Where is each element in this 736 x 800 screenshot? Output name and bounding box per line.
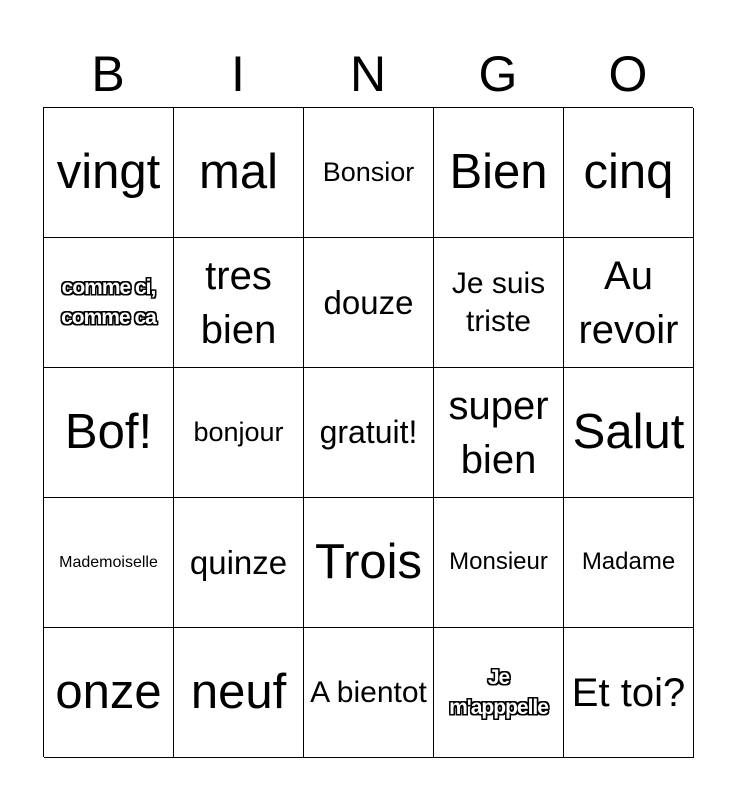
bingo-cell-r2c2[interactable] <box>174 238 304 368</box>
cell-text: vingt <box>56 144 161 199</box>
bingo-cell-r1c5[interactable] <box>564 108 694 238</box>
bingo-cell-r4c2[interactable] <box>174 498 304 628</box>
cell-text: Bonsior <box>322 157 415 188</box>
bingo-cell-r1c4[interactable] <box>434 108 564 238</box>
cell-text: douze <box>323 283 414 321</box>
cell-text: quinze <box>189 543 288 581</box>
bingo-cell-r4c4[interactable] <box>434 498 564 628</box>
bingo-cell-r4c1[interactable] <box>44 498 174 628</box>
cell-text: cinq <box>583 144 674 199</box>
bingo-cell-r3c2[interactable] <box>174 368 304 498</box>
cell-text: bonjour <box>193 417 284 448</box>
bingo-cell-r2c3[interactable] <box>304 238 434 368</box>
bingo-cell-r2c5[interactable] <box>564 238 694 368</box>
cell-text: Salut <box>572 404 685 459</box>
cell-text: Et toi? <box>571 670 686 715</box>
bingo-cell-r3c4[interactable] <box>434 368 564 498</box>
cell-text: Trois <box>314 534 423 589</box>
cell-text: Madame <box>581 548 676 576</box>
bingo-cell-r5c3[interactable] <box>304 628 434 758</box>
cell-text: neuf <box>190 664 287 719</box>
header-letter-n: N <box>349 46 387 102</box>
cell-text: A bientot <box>310 675 427 709</box>
bingo-board <box>43 107 693 757</box>
cell-text: Bien <box>449 144 548 199</box>
cell-text: mal <box>199 144 278 199</box>
bingo-header <box>43 40 693 108</box>
bingo-cell-r5c1[interactable] <box>44 628 174 758</box>
header-letter-g: G <box>478 46 518 102</box>
bingo-cell-r4c5[interactable] <box>564 498 694 628</box>
bingo-cell-r3c5[interactable] <box>564 368 694 498</box>
bingo-cell-r1c3[interactable] <box>304 108 434 238</box>
cell-text: Je m'apppelle <box>449 666 548 719</box>
cell-text: Mademoiselle <box>59 553 158 571</box>
bingo-cell-r5c5[interactable] <box>564 628 694 758</box>
cell-text: comme ci, comme ca <box>61 276 156 329</box>
bingo-cell-r1c2[interactable] <box>174 108 304 238</box>
header-letter-o: O <box>608 46 648 102</box>
bingo-cell-r5c2[interactable] <box>174 628 304 758</box>
cell-text: Bof! <box>64 404 153 459</box>
cell-text: tres bien <box>200 253 277 352</box>
bingo-cell-r4c3[interactable] <box>304 498 434 628</box>
bingo-cell-r3c3[interactable] <box>304 368 434 498</box>
header-letter-i: I <box>231 46 245 102</box>
header-letter-b: B <box>91 46 125 102</box>
cell-text: gratuit! <box>319 413 418 450</box>
cell-text: Au revoir <box>578 253 679 352</box>
bingo-cell-r1c1[interactable] <box>44 108 174 238</box>
bingo-cell-r2c1[interactable] <box>44 238 174 368</box>
bingo-cell-r2c4[interactable] <box>434 238 564 368</box>
cell-text: super bien <box>448 383 549 482</box>
cell-text: Je suis triste <box>451 267 546 338</box>
cell-text: onze <box>55 664 162 719</box>
bingo-cell-r5c4[interactable] <box>434 628 564 758</box>
bingo-cell-r3c1[interactable] <box>44 368 174 498</box>
cell-text: Monsieur <box>449 548 548 576</box>
